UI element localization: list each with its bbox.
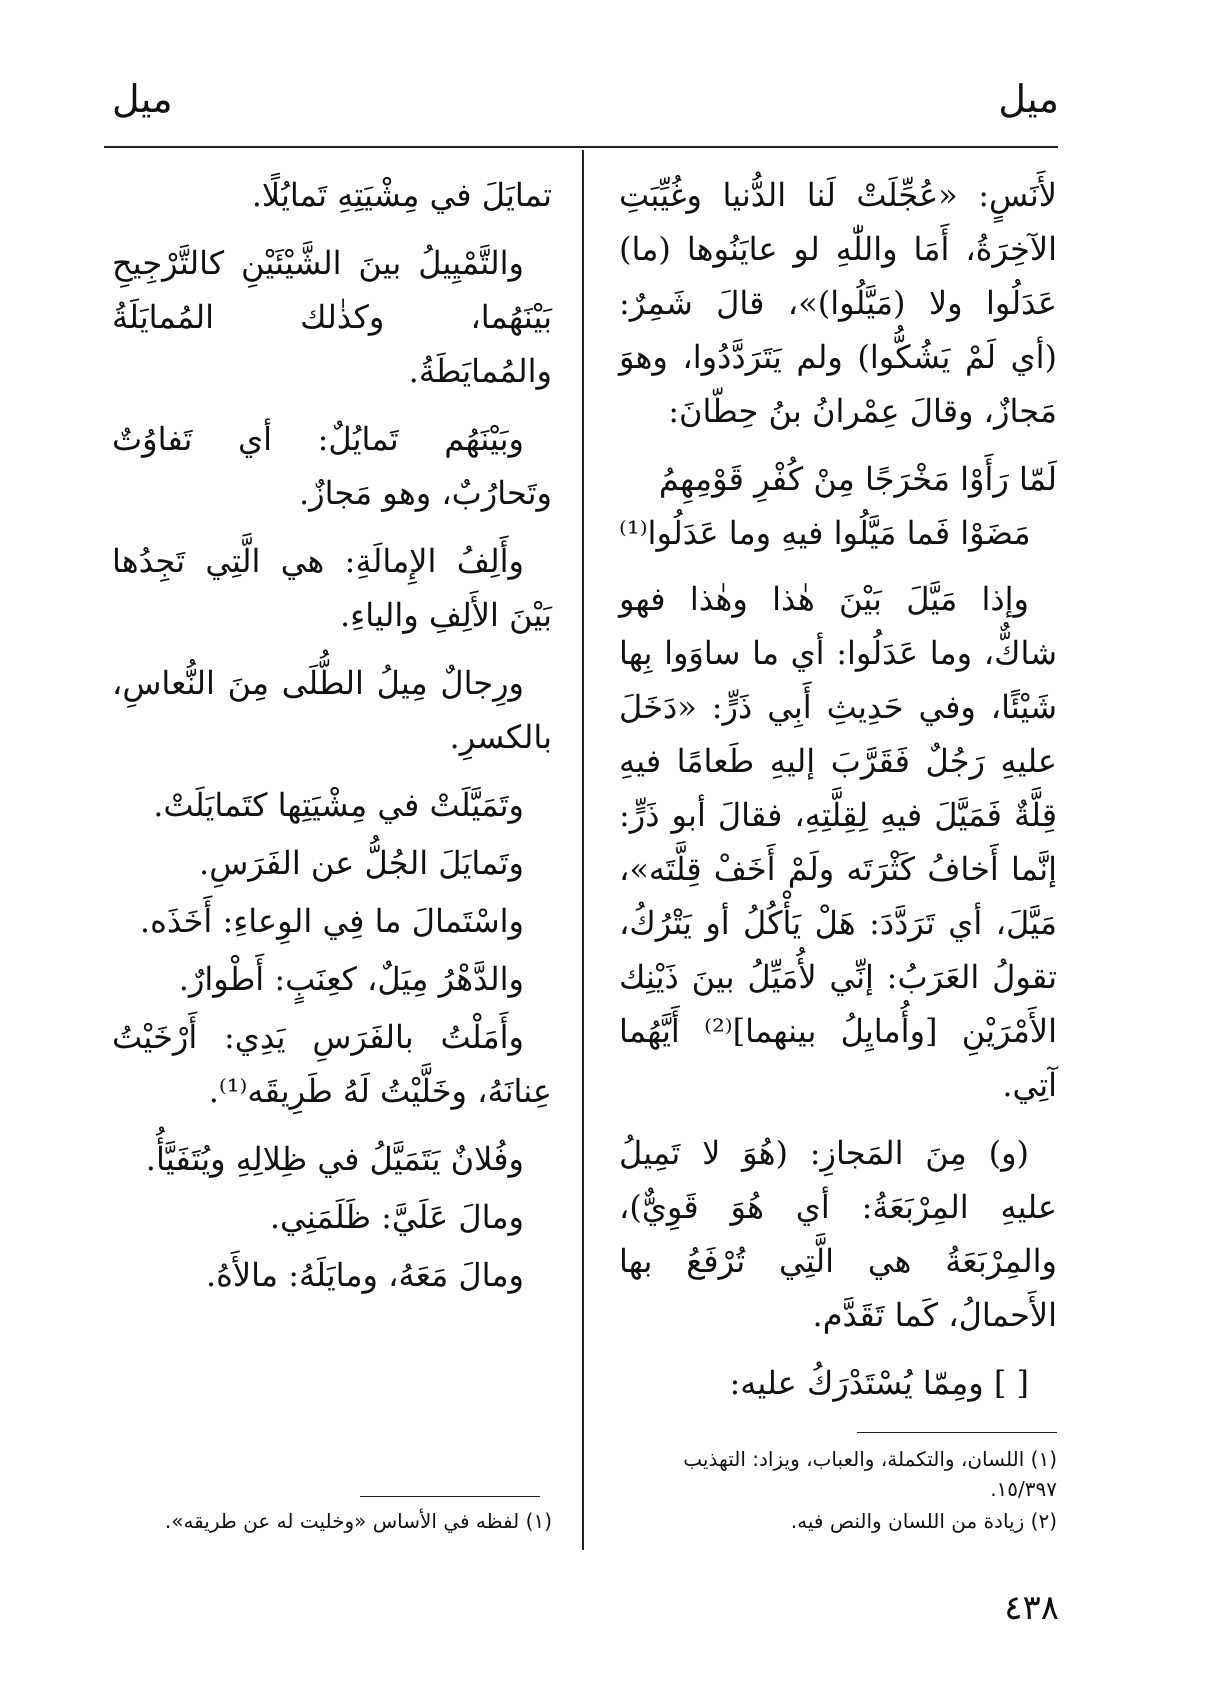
footnote: (١) لفظه في الأساس «وخليت له عن طريقه». [164,1509,552,1533]
left-column [112,168,552,1306]
paragraph: (و) مِنَ المَجازِ: (هُوَ لا تَمِيلُ عليهِ المِرْبَعَةُ: أي هُوَ قَوِيٌّ)، والمِرْبَعَةُ هي الَّتِي تُرْفَعُ بها الأَحمالُ، كَما تَقَدَّم. [619,1134,1057,1334]
paragraph: لأَنَسٍ: «عُجِّلَتْ لَنا الدُّنيا وغُيِّبَتِ الآخِرَةُ، أَمَا واللّٰهِ لو عايَنُوها (ما) عَدَلُوا ولا (مَيَّلُوا)»، قالَ شَمِرٌ: (أي لَمْ يَشُكُّوا) ولم يَتَرَدَّدُوا، وهوَ مَجازٌ، وقالَ عِمْرانُ بنُ حِطّانَ: [619,176,1057,430]
right-column [619,168,1057,1424]
header-rule [104,146,1058,148]
page-number: ٤٣٨ [1004,1588,1059,1628]
paragraph: وتَمَيَّلَتْ في مِشْيَتِها كتَمايَلَتْ. [153,786,524,824]
footnote-rule-left [360,1496,540,1497]
footnotes-left [112,1506,552,1538]
paragraph: وأَمَلْتُ بالفَرَسِ يَدِي: أَرْخَيْتُ عِنانَهُ، وخَلَّيْتُ لَهُ طَرِيقَه⁽¹⁾. [112,1018,552,1110]
paragraph: ومالَ مَعَهُ، ومايَلَهُ: مالأَهُ. [205,1256,524,1294]
column-divider [582,150,584,1550]
footnotes-right [617,1444,1057,1538]
paragraph: والتَّمْيِيلُ بينَ الشَّيْئَيْنِ كالتَّرْجِيحِ بَيْنَهُما، وكذٰلك المُمايَلَةُ والمُمايَطَةُ. [112,244,552,390]
paragraph: وأَلِفُ الإِمالَةِ: هي الَّتِي تَجِدُها بَيْنَ الأَلِفِ والياءِ. [112,542,552,634]
paragraph: وإذا مَيَّلَ بَيْنَ هٰذا وهٰذا فهو شاكٌّ، وما عَدَلُوا: أي ما ساوَوا بِها شَيْئًا، وفي حَدِيثِ أَبِي ذَرٍّ: «دَخَلَ عليهِ رَجُلٌ فَقَرَّبَ إليهِ طَعامًا فيهِ قِلَّةٌ فَمَيَّلَ فيهِ لِقِلَّتِهِ، فقالَ أبو ذَرٍّ: إنَّما أَخافُ كَثْرَتَه ولَمْ أَخَفْ قِلَّتَه»، مَيَّلَ، أي تَرَدَّدَ: هَلْ يَأْكُلُ أو يَتْرُكُ، تقولُ العَرَبُ: إنِّي لأُمَيِّلُ بينَ ذَيْنِك الأَمْرَيْنِ [وأُمايِلُ بينهما]⁽²⁾ أَيَّهُما آتِي. [619,580,1057,1104]
verse-line-2: مَضَوْا فَما مَيَّلُوا فيهِ وما عَدَلُوا⁽¹⁾ [619,514,1031,552]
footnote: (٢) زيادة من اللسان والنص فيه. [790,1509,1057,1533]
paragraph: وفُلانٌ يَتَمَيَّلُ في ظِلالِهِ ويُتَفَيَّأُ. [145,1140,524,1178]
paragraph: [ ] ومِمّا يُسْتَدْرَكُ عليه: [729,1364,1029,1402]
paragraph: وتَمايَلَ الجُلُّ عن الفَرَسِ. [199,844,524,882]
footnote-rule-right [857,1432,1057,1433]
verse-line-1: لَمّا رَأَوْا مَخْرَجًا مِنْ كُفْرِ قَوْمِهِمُ [658,460,1057,498]
paragraph: ومالَ عَلَيَّ: ظَلَمَنِي. [269,1198,524,1236]
paragraph: والدَّهْرُ مِيَلٌ، كعِنَبٍ: أَطْوارٌ. [178,960,524,998]
paragraph: ورِجالٌ مِيلُ الطُّلَى مِنَ النُّعاسِ، بالكسرِ. [112,664,552,756]
paragraph: تمايَلَ في مِشْيَتِهِ تَمايُلًا. [251,176,552,214]
running-header-right: ميل [998,77,1059,121]
paragraph: واسْتَمالَ ما فِي الوِعاءِ: أَخَذَه. [139,902,524,940]
running-header-left: ميل [112,77,173,121]
paragraph: وبَيْنَهُم تَمايُلٌ: أي تَفاوُتٌ وتَحارُبٌ، وهو مَجازٌ. [112,420,552,512]
footnote: (١) اللسان، والتكملة، والعباب، ويزاد: التهذيب ١٥/٣٩٧. [683,1447,1057,1501]
